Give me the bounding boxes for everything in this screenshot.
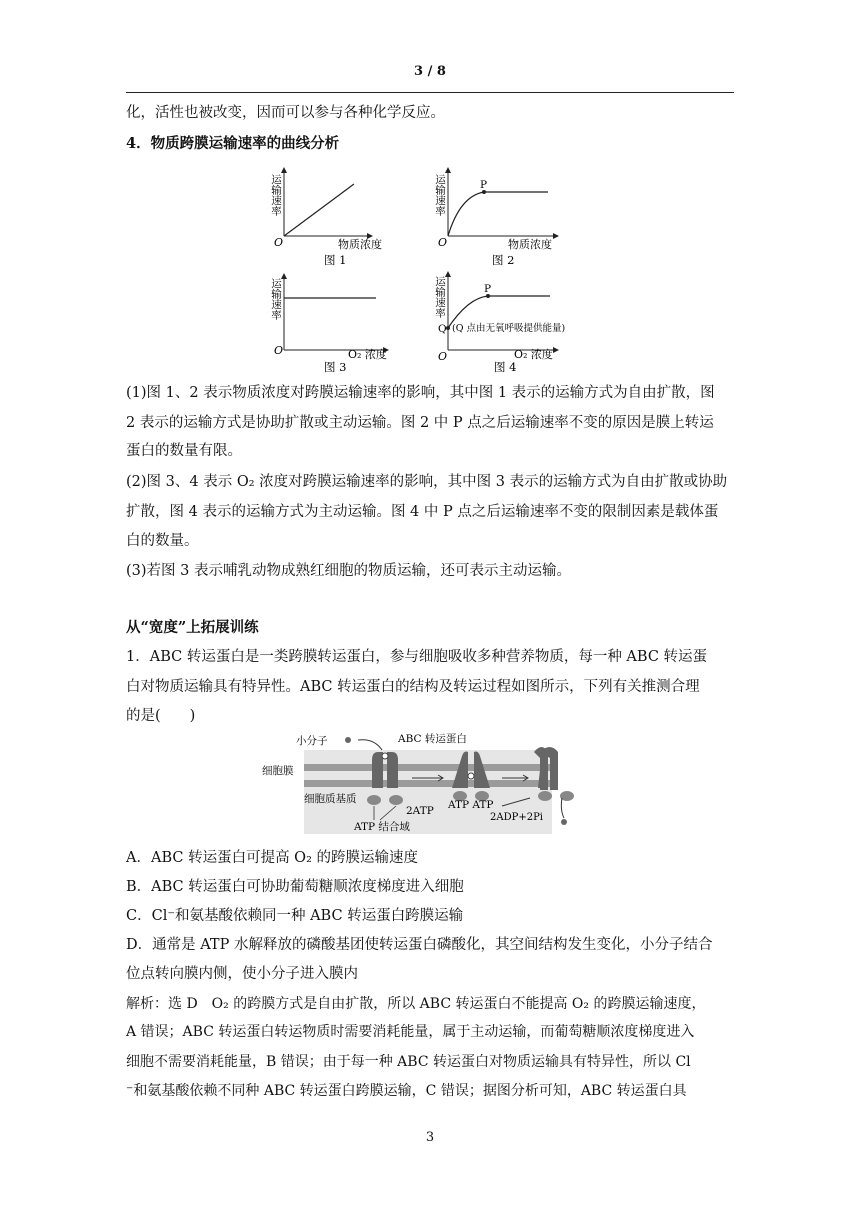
label-abc-protein: ABC 转运蛋白	[398, 733, 467, 745]
training-title: 从“宽度”上拓展训练	[126, 619, 259, 636]
explanation-line: ⁻和氨基酸依赖不同种 ABC 转运蛋白跨膜运输，C 错误；据图分析可知，ABC 转运蛋白具	[126, 1083, 687, 1099]
page-indicator: 3 / 8	[414, 64, 446, 79]
transport-rate-graphs	[262, 160, 602, 375]
explanation-line: A 错误；ABC 转运蛋白转运物质时需要消耗能量，属于主动运输，而葡萄糖顺浓度梯度进入	[126, 1024, 695, 1040]
origin-label: O	[438, 236, 448, 249]
graph-4	[434, 272, 565, 374]
label-atp-binding: ATP 结合域	[354, 821, 410, 833]
caption-3: 图 3	[324, 360, 347, 374]
x-axis-label: 物质浓度	[508, 238, 552, 251]
label-2atp: 2ATP	[406, 805, 434, 817]
option-d: D．通常是 ATP 水解释放的磷酸基团使转运蛋白磷酸化，其空间结构发生变化，小分子结合	[126, 937, 713, 953]
graph-1	[270, 168, 382, 267]
page-number: 3	[425, 1130, 435, 1145]
analysis-line: (1)图 1、2 表示物质浓度对跨膜运输速率的影响，其中图 1 表示的运输方式为自由扩散，图	[126, 385, 715, 401]
origin-label: O	[274, 344, 284, 357]
question-line: 的是( )	[126, 708, 196, 724]
option-c: C．Cl⁻和氨基酸依赖同一种 ABC 转运蛋白跨膜运输	[126, 908, 464, 924]
y-axis-label: 运输速率	[270, 174, 282, 216]
analysis-line: 白的数量。	[126, 533, 199, 549]
header-rule	[126, 92, 734, 93]
explanation-line: 解析：选 D O₂ 的跨膜方式是自由扩散，所以 ABC 转运蛋白不能提高 O₂ 的跨膜运输速度，	[126, 996, 706, 1012]
graph-3	[270, 274, 388, 374]
q-note: (Q 点由无氧呼吸提供能量)	[452, 323, 566, 334]
origin-label: O	[274, 236, 284, 249]
analysis-line: 2 表示的运输方式是协助扩散或主动运输。图 2 中 P 点之后运输速率不变的原因是膜上转运	[126, 415, 714, 431]
analysis-line: (2)图 3、4 表示 O₂ 浓度对跨膜运输速率的影响，其中图 3 表示的运输方式为自由扩散或协助	[126, 474, 728, 490]
y-axis-label: 运输速率	[434, 174, 446, 216]
x-axis-label: 物质浓度	[338, 238, 382, 251]
x-axis-label: O₂ 浓度	[348, 348, 387, 361]
caption-2: 图 2	[492, 253, 515, 267]
label-atp-atp: ATP ATP	[448, 799, 494, 811]
point-p-label: P	[480, 179, 488, 191]
caption-1: 图 1	[324, 253, 347, 267]
membrane-layer	[304, 780, 552, 787]
membrane-layer	[304, 764, 552, 771]
origin-label: O	[438, 350, 448, 363]
caption-4: 图 4	[494, 360, 517, 374]
y-axis-label: 运输速率	[434, 276, 446, 318]
label-cytoplasm-matrix: 细胞质基质	[304, 793, 357, 805]
analysis-line: 蛋白的数量有限。	[126, 443, 242, 459]
analysis-line: 扩散，图 4 表示的运输方式为主动运输。图 4 中 P 点之后运输速率不变的限制因素是载体蛋	[126, 504, 719, 520]
body-line: 化，活性也被改变，因而可以参与各种化学反应。	[126, 105, 445, 121]
label-cell-membrane: 细胞膜	[262, 765, 294, 777]
question-line: 白对物质运输具有特异性。ABC 转运蛋白的结构及转运过程如图所示，下列有关推测合理	[126, 679, 700, 695]
abc-transporter-diagram	[262, 728, 594, 836]
small-molecule-icon	[345, 737, 351, 743]
option-d-cont: 位点转向膜内侧，使小分子进入膜内	[126, 966, 358, 982]
graph-2	[434, 168, 558, 267]
question-line: 1．ABC 转运蛋白是一类跨膜转运蛋白，参与细胞吸收多种营养物质，每一种 ABC 转运蛋	[126, 649, 708, 665]
label-products: 2ADP+2Pi	[490, 812, 543, 823]
explanation-line: 细胞不需要消耗能量，B 错误；由于每一种 ABC 转运蛋白对物质运输具有特异性，所以 Cl	[126, 1054, 691, 1070]
x-axis-label: O₂ 浓度	[514, 348, 553, 361]
point-p-label: P	[484, 283, 492, 295]
option-b: B．ABC 转运蛋白可协助葡萄糖顺浓度梯度进入细胞	[126, 879, 464, 895]
analysis-line: (3)若图 3 表示哺乳动物成熟红细胞的物质运输，还可表示主动运输。	[126, 563, 571, 579]
y-axis-label: 运输速率	[270, 278, 282, 320]
option-a: A．ABC 转运蛋白可提高 O₂ 的跨膜运输速度	[126, 850, 418, 866]
label-small-molecule: 小分子	[296, 735, 328, 747]
section-title: 4．物质跨膜运输速率的曲线分析	[126, 135, 340, 152]
point-q-label: Q	[438, 323, 447, 335]
